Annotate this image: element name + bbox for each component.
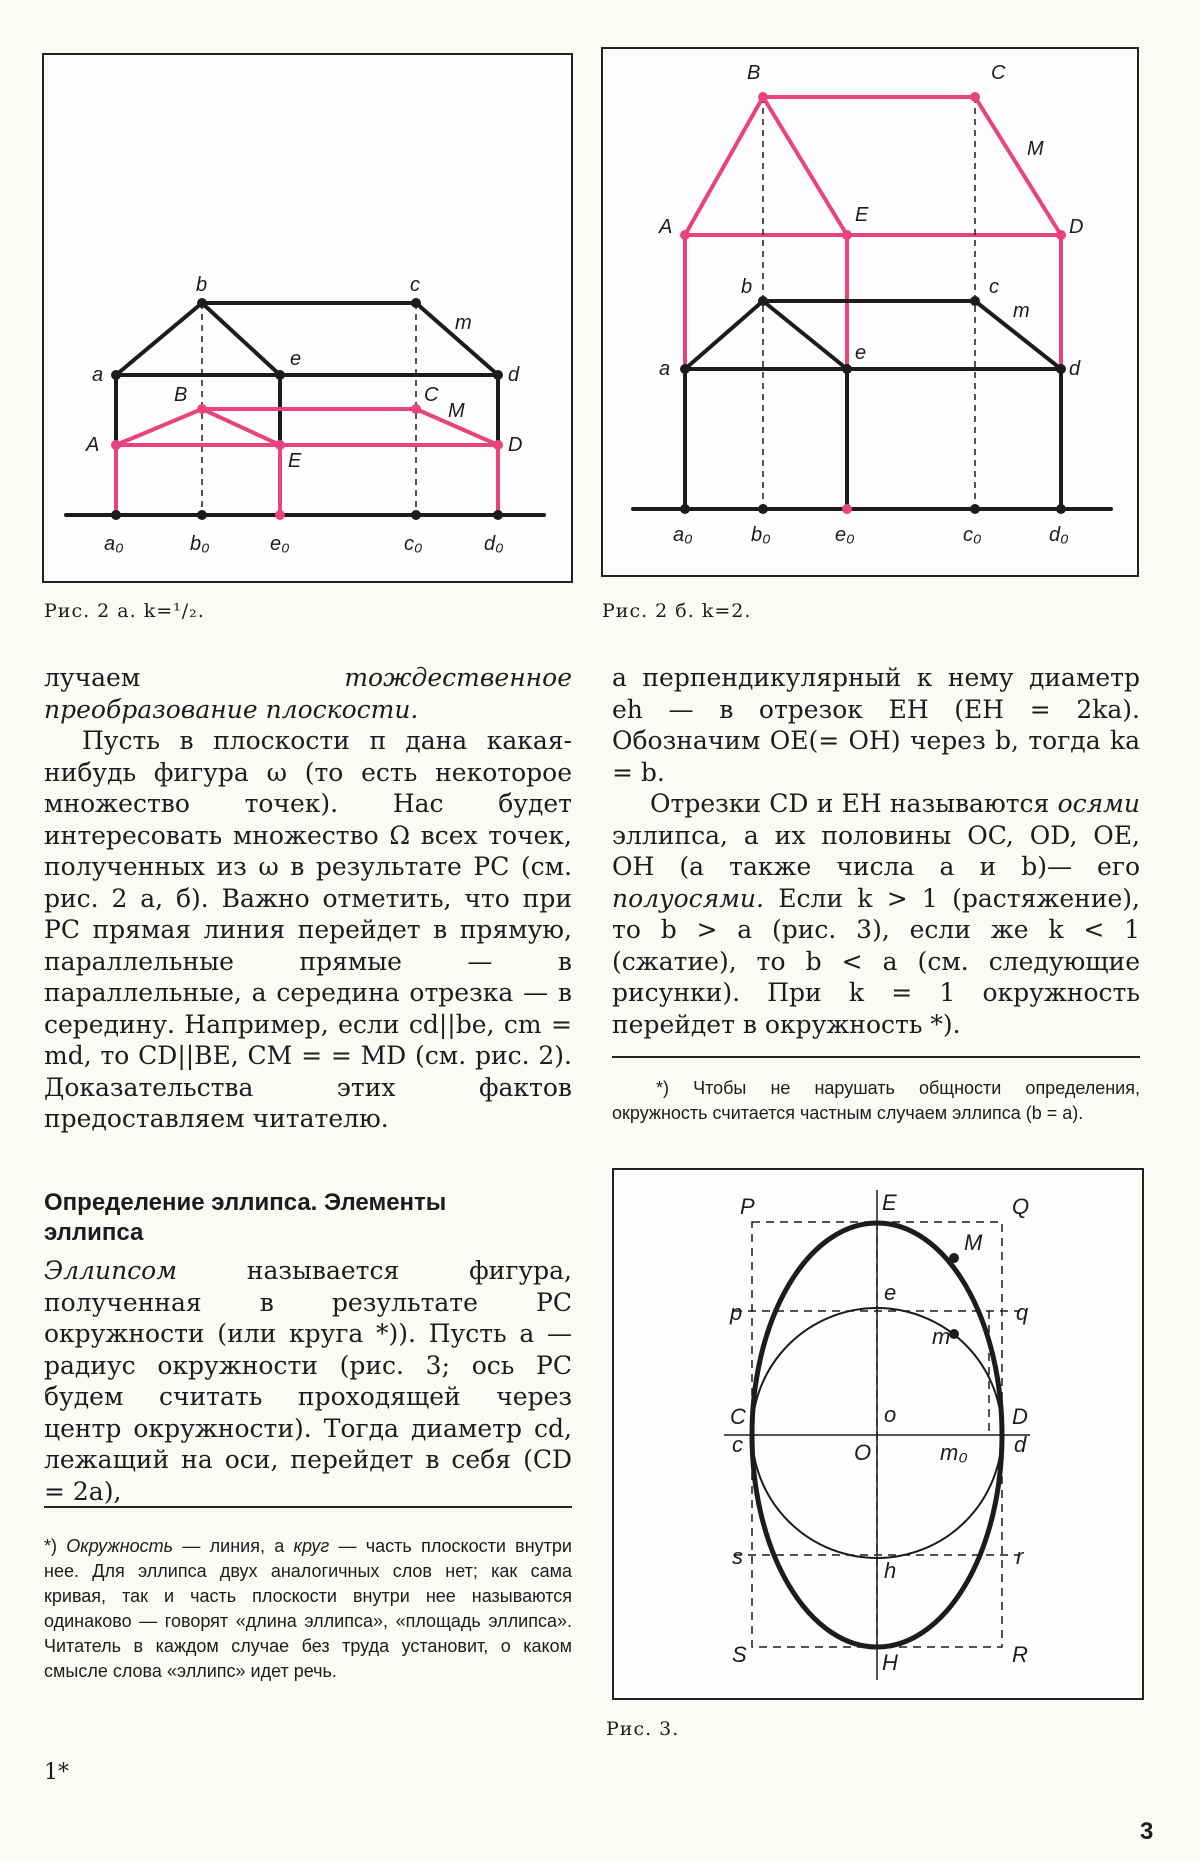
label-P: P — [740, 1194, 755, 1219]
paragraph-r1: а перпендикулярный к нему диаметр eh — в отрезок EH (EH = 2ka). Обозначим OE(= OH) через b, тогда ka = b. — [612, 663, 1140, 787]
label-m: m — [455, 312, 472, 334]
figure-3-caption: Рис. 3. — [606, 1718, 680, 1740]
footnote-divider-right — [612, 1056, 1140, 1058]
label-c: c — [410, 274, 420, 296]
label-E: E — [855, 204, 869, 226]
label-M: M — [964, 1230, 983, 1255]
label-E: E — [882, 1190, 897, 1215]
label-r: r — [1016, 1544, 1024, 1569]
label-e: e — [290, 348, 302, 370]
footnote-divider — [44, 1506, 572, 1508]
label-e: e — [884, 1280, 897, 1305]
footnote-right: *) Чтобы не нарушать общности определения, окружность считается частным случаем эллипса (b = a). — [612, 1078, 1140, 1123]
label-m: m — [932, 1324, 951, 1349]
figure-2b — [601, 47, 1139, 577]
label-c0: c₀ — [963, 524, 982, 546]
label-a0: a₀ — [673, 524, 693, 546]
label-C: C — [424, 384, 439, 406]
section-heading: Определение эллипса. Элементы эллипса — [44, 1189, 447, 1246]
figure-2b-drawing — [603, 49, 1141, 579]
label-Q: Q — [1012, 1194, 1030, 1219]
label-e0: e₀ — [835, 524, 855, 546]
label-m: m — [1013, 300, 1030, 322]
label-b0: b₀ — [751, 524, 771, 546]
right-column-text — [612, 662, 1140, 1040]
paragraph-1: лучаем тождественное преобразование плоскости. — [44, 663, 572, 724]
label-d: d — [1014, 1432, 1027, 1457]
label-C: C — [730, 1404, 746, 1429]
label-E: E — [288, 450, 302, 472]
label-S: S — [732, 1642, 747, 1667]
label-b0: b₀ — [190, 533, 210, 555]
label-B: B — [174, 384, 188, 406]
label-A: A — [659, 216, 673, 238]
figure-2b-caption: Рис. 2 б. k=2. — [602, 600, 752, 622]
label-m0: m₀ — [940, 1440, 968, 1465]
label-H: H — [882, 1650, 898, 1675]
label-B: B — [747, 62, 761, 84]
left-column-text-2 — [44, 1255, 572, 1507]
figure-3-drawing — [614, 1170, 1146, 1702]
label-h: h — [884, 1558, 897, 1583]
label-D: D — [508, 434, 523, 456]
label-s: s — [732, 1544, 743, 1569]
paragraph-r2: Отрезки CD и EH называются осями эллипса, а их половины OC, OD, OE, OH (а также числа a и b)— его полуосями. Если k > 1 (растяжение), то b > a (рис. 3), если же k < 1 (сжатие), то b < a (см. следующие рисунки). При k = 1 окружность перейдет в окружность *). — [612, 789, 1140, 1039]
label-D: D — [1012, 1404, 1028, 1429]
label-a: a — [659, 358, 671, 380]
label-b: b — [741, 276, 753, 298]
label-e: e — [855, 342, 867, 364]
label-c0: c₀ — [404, 533, 423, 555]
label-C: C — [991, 62, 1006, 84]
footnote-left: *) Окружность — линия, а круг — часть плоскости внутри нее. Для эллипса двух аналогичных слов нет; как сама кривая, так и часть плоскости внутри нее называются одинаково — говорят «длина эллипса», «площадь эллипса». Читатель в каждом случае без труда установит, о каком смысле слова «эллипс» идет речь. — [44, 1536, 572, 1681]
label-o: o — [884, 1402, 897, 1427]
label-d0: d₀ — [1049, 524, 1069, 546]
label-a: a — [92, 364, 104, 386]
figure-2a-drawing — [44, 55, 575, 585]
paragraph-2: Пусть в плоскости π дана какая-нибудь фигура ω (то есть некоторое множество точек). Нас будет интересовать множество Ω всех точек, полученных из ω в результате РС (см. рис. 2 а, б). Важно отметить, что при РС прямая линия перейдет в прямую, параллельные прямые — в параллельные, а середина отрезка — в середину. Например, если cd||be, cm = md, то CD||BE, CM = = MD (см. рис. 2). Доказательства этих фактов предоставляем читателю. — [44, 726, 572, 1133]
label-d: d — [508, 364, 520, 386]
label-a0: a₀ — [104, 533, 124, 555]
left-column-text — [44, 662, 572, 1135]
label-d0: d₀ — [484, 533, 504, 555]
label-A: A — [86, 434, 100, 456]
label-b: b — [196, 274, 208, 296]
figure-2a — [42, 53, 573, 583]
figure-2a-caption: Рис. 2 а. k=¹/₂. — [44, 600, 205, 622]
label-R: R — [1012, 1642, 1028, 1667]
figure-3 — [612, 1168, 1144, 1700]
paragraph-3: Эллипсом называется фигура, полученная в результате РС окружности (или круга *)). Пусть a — радиус окружности (рис. 3; ось РС будем считать проходящей через центр окружности). Тогда диаметр cd, лежащий на оси, перейдет в себя (CD = 2a), — [44, 1256, 572, 1506]
label-c: c — [732, 1432, 743, 1457]
page-number: 3 — [1140, 1818, 1154, 1845]
label-e0: e₀ — [270, 533, 290, 555]
label-M: M — [448, 400, 465, 422]
label-c: c — [989, 276, 999, 298]
label-q: q — [1016, 1300, 1029, 1325]
label-O: O — [854, 1440, 872, 1465]
signature-mark: 1* — [44, 1760, 69, 1785]
label-d: d — [1069, 358, 1081, 380]
label-M: M — [1027, 138, 1044, 160]
label-p: p — [730, 1300, 743, 1325]
label-D: D — [1069, 216, 1084, 238]
